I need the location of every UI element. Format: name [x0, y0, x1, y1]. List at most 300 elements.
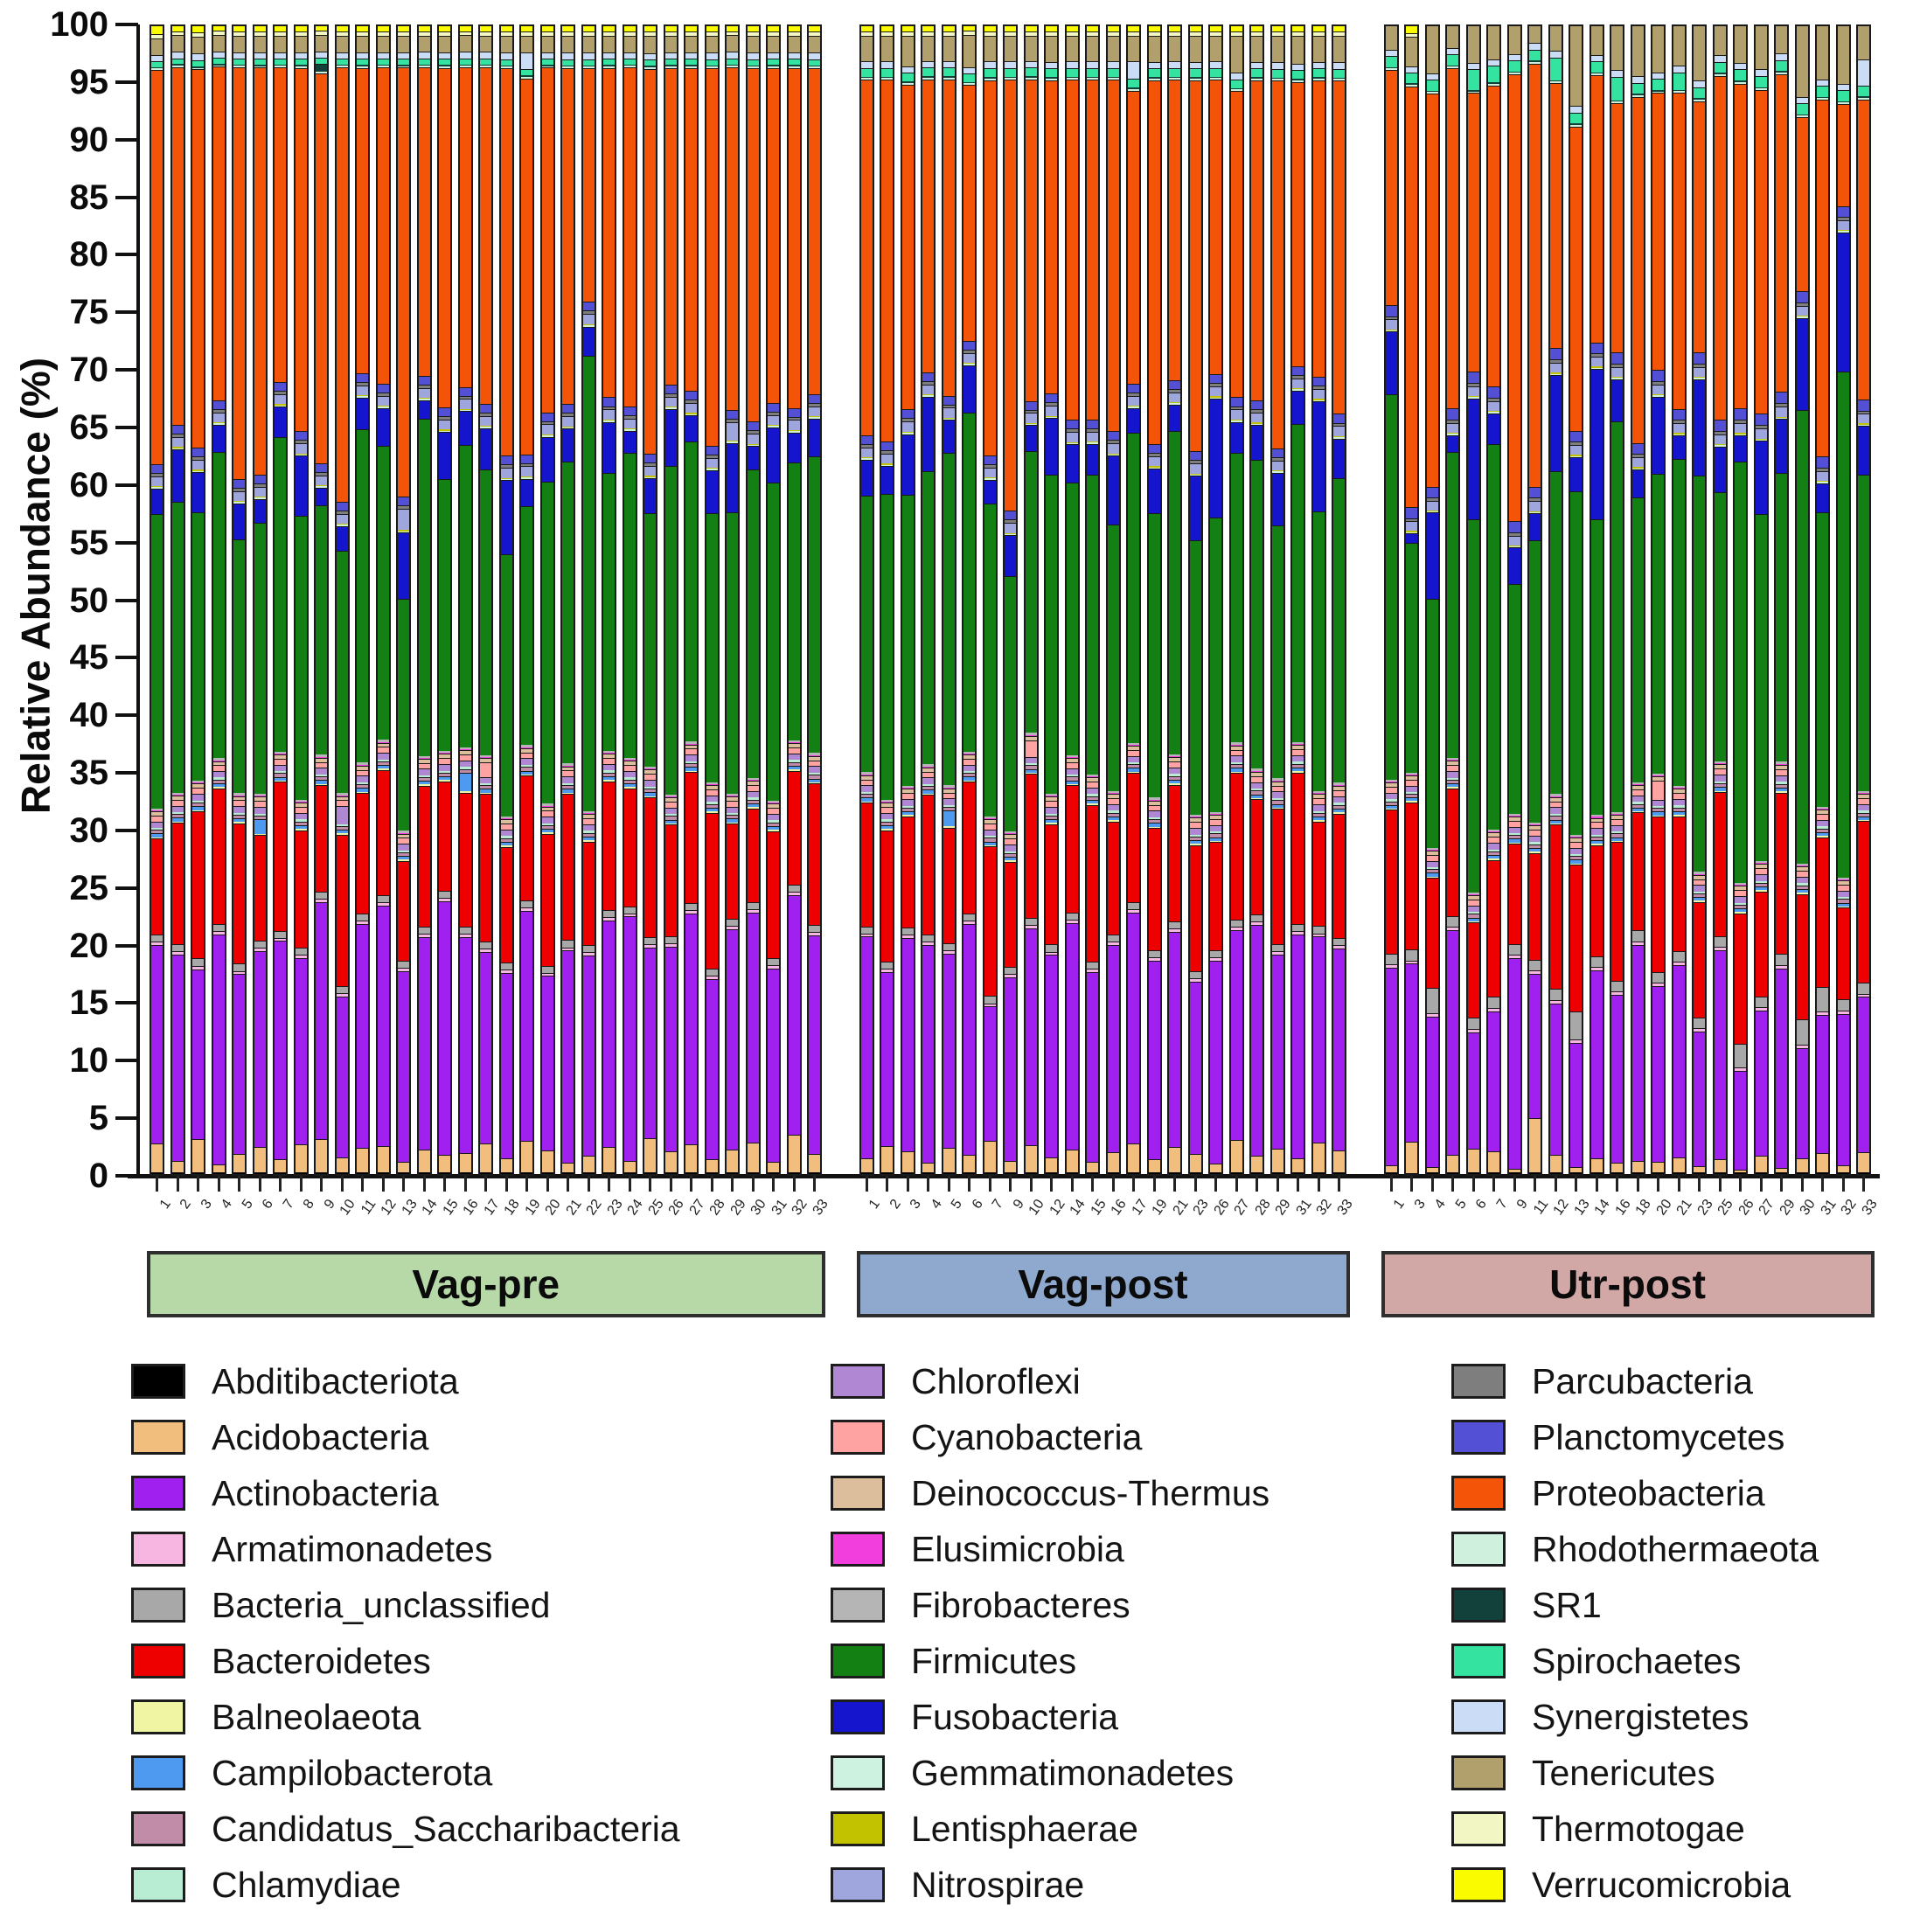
segment-Nitrospirae — [398, 509, 409, 530]
segment-Bacteria_unclassified — [1087, 962, 1098, 969]
y-tick-mark — [115, 829, 138, 832]
segment-Nitrospirae — [1087, 432, 1098, 441]
x-tick-mark — [1410, 1176, 1413, 1192]
segment-Actinobacteria — [1005, 977, 1016, 1160]
segment-Verrucomicrobia — [1231, 24, 1242, 31]
segment-Synergistetes — [624, 52, 636, 59]
segment-Spirochaetes — [768, 59, 779, 65]
segment-Nitrospirae — [902, 421, 914, 431]
y-tick-mark — [115, 1059, 138, 1062]
segment-Firmicutes — [1333, 478, 1345, 782]
legend-item-Bacteria_unclassified — [131, 1585, 831, 1626]
segment-Acidobacteria — [624, 1161, 636, 1173]
x-tick-label: 5 — [239, 1197, 256, 1213]
x-label-cell — [1812, 1193, 1840, 1244]
segment-Fusobacteria — [1694, 379, 1705, 476]
segment-Tenericutes — [1005, 36, 1016, 61]
x-tick-label: 21 — [1673, 1197, 1695, 1219]
segment-Bacteria_unclassified — [768, 958, 779, 965]
x-tick-label: 31 — [769, 1197, 790, 1219]
segment-Abditibacteriota — [192, 1172, 204, 1174]
segment-Bacteria_unclassified — [233, 963, 245, 970]
segment-Synergistetes — [685, 52, 697, 59]
segment-Acidobacteria — [1529, 1118, 1541, 1173]
x-label-cell — [857, 1193, 883, 1244]
segment-Chloroflexi — [644, 780, 656, 787]
segment-Planctomycetes — [1756, 414, 1767, 425]
segment-Synergistetes — [275, 52, 286, 59]
segment-Firmicutes — [1108, 525, 1119, 791]
segment-Actinobacteria — [644, 948, 656, 1139]
bar-cell — [661, 24, 682, 1176]
x-label-cell — [1423, 1193, 1449, 1244]
segment-Actinobacteria — [521, 911, 532, 1141]
segment-Cyanobacteria — [480, 762, 491, 776]
segment-Nitrospirae — [789, 420, 800, 429]
segment-Proteobacteria — [460, 67, 471, 387]
x-tick — [311, 1176, 332, 1193]
segment-Spirochaetes — [1611, 77, 1623, 101]
segment-Actinobacteria — [1468, 1032, 1479, 1149]
segment-Chloroflexi — [1509, 827, 1520, 833]
segment-Chloroflexi — [1488, 843, 1499, 849]
segment-Nitrospirae — [1292, 379, 1304, 388]
segment-Planctomycetes — [706, 446, 718, 455]
segment-Firmicutes — [480, 469, 491, 755]
legend-swatch-Parcubacteria — [1451, 1364, 1506, 1399]
segment-Synergistetes — [192, 53, 204, 60]
x-tick-mark — [907, 1176, 909, 1192]
segment-Abditibacteriota — [1067, 1172, 1078, 1174]
segment-Synergistetes — [963, 67, 975, 73]
y-tick-mark — [115, 483, 138, 487]
x-tick-label: 29 — [727, 1197, 749, 1219]
segment-Spirochaetes — [1488, 66, 1499, 82]
segment-Proteobacteria — [296, 68, 307, 432]
segment-Planctomycetes — [1231, 397, 1242, 406]
segment-Verrucomicrobia — [1406, 24, 1417, 33]
segment-Tenericutes — [1797, 24, 1808, 97]
legend-item-Tenericutes — [1451, 1753, 1906, 1794]
segment-Planctomycetes — [789, 408, 800, 417]
segment-Cyanobacteria — [1386, 787, 1397, 793]
x-tick-mark — [546, 1176, 549, 1192]
x-tick-mark — [320, 1176, 323, 1192]
segment-Planctomycetes — [1087, 420, 1098, 428]
segment-Synergistetes — [213, 52, 225, 58]
segment-Bacteroidetes — [1817, 837, 1828, 988]
segment-Verrucomicrobia — [644, 24, 656, 31]
segment-Actinobacteria — [172, 955, 184, 1161]
segment-Planctomycetes — [213, 400, 225, 409]
segment-Firmicutes — [809, 456, 820, 754]
y-tick-label: 30 — [69, 810, 108, 850]
x-label-cell — [1607, 1193, 1634, 1244]
y-tick-label: 100 — [50, 5, 108, 44]
segment-Synergistetes — [562, 52, 574, 59]
bar-cell — [1000, 24, 1021, 1176]
segment-Campilobacterota — [254, 819, 266, 833]
segment-Firmicutes — [1447, 452, 1458, 758]
segment-Tenericutes — [1149, 36, 1160, 62]
x-tick-mark — [1091, 1176, 1094, 1192]
x-label-cell — [476, 1193, 503, 1244]
segment-Bacteroidetes — [1550, 824, 1562, 989]
legend-item-Gemmatimonadetes — [831, 1753, 1451, 1794]
segment-Bacteroidetes — [213, 789, 225, 925]
segment-Synergistetes — [233, 52, 245, 59]
segment-Bacteria_unclassified — [1190, 971, 1201, 978]
bar-cell — [1628, 24, 1649, 1176]
legend-label: Fibrobacteres — [911, 1584, 1130, 1625]
segment-Bacteria_unclassified — [902, 928, 914, 935]
segment-Actinobacteria — [1128, 913, 1139, 1144]
x-tick-mark — [156, 1176, 158, 1192]
segment-Fusobacteria — [460, 411, 471, 444]
segment-Cyanobacteria — [1550, 802, 1562, 808]
x-tick-mark — [1194, 1176, 1197, 1192]
segment-Firmicutes — [233, 539, 245, 793]
segment-Proteobacteria — [1251, 80, 1263, 400]
segment-Fusobacteria — [1611, 379, 1623, 422]
segment-Nitrospirae — [1673, 423, 1685, 433]
y-tick-label: 5 — [88, 1099, 108, 1138]
segment-Bacteria_unclassified — [542, 966, 553, 973]
segment-Actinobacteria — [727, 929, 738, 1150]
segment-Abditibacteriota — [685, 1172, 697, 1174]
segment-Chloroflexi — [685, 754, 697, 761]
bar-Vag-pre-6 — [253, 24, 268, 1176]
segment-Proteobacteria — [984, 80, 996, 455]
segment-Firmicutes — [521, 506, 532, 746]
segment-Synergistetes — [881, 61, 893, 67]
segment-Fusobacteria — [1005, 535, 1016, 575]
segment-Acidobacteria — [768, 1162, 779, 1173]
segment-Bacteria_unclassified — [1333, 938, 1345, 945]
bar-cell — [188, 24, 209, 1176]
segment-Bacteria_unclassified — [922, 935, 934, 942]
segment-Synergistetes — [902, 66, 914, 73]
bar-Utr-post-14 — [1589, 24, 1604, 1176]
x-tick-label: 9 — [321, 1197, 338, 1213]
segment-Actinobacteria — [213, 935, 225, 1164]
segment-Bacteroidetes — [1756, 892, 1767, 997]
x-tick-label: 26 — [1736, 1197, 1757, 1219]
segment-Actinobacteria — [809, 935, 820, 1154]
x-label-cell — [1525, 1193, 1552, 1244]
group-Vag-pre — [147, 24, 831, 1317]
segment-Spirochaetes — [665, 59, 677, 65]
segment-Acidobacteria — [1797, 1158, 1808, 1172]
segment-Bacteroidetes — [398, 861, 409, 961]
segment-Nitrospirae — [727, 422, 738, 441]
x-tick-label: 25 — [1715, 1197, 1736, 1219]
segment-Bacteria_unclassified — [480, 942, 491, 949]
segment-Synergistetes — [1251, 62, 1263, 69]
bar-Vag-post-32 — [1311, 24, 1326, 1176]
segment-Nitrospirae — [1838, 220, 1849, 230]
x-label-cell — [209, 1193, 235, 1244]
legend-item-Balneolaeota — [131, 1697, 831, 1738]
segment-Synergistetes — [768, 52, 779, 59]
segment-Spirochaetes — [1591, 61, 1603, 73]
segment-Firmicutes — [1251, 460, 1263, 768]
segment-Planctomycetes — [1251, 400, 1263, 409]
x-tick-label: 4 — [928, 1197, 945, 1213]
group-label-Vag-post: Vag-post — [857, 1251, 1350, 1317]
segment-Bacteria_unclassified — [1272, 944, 1283, 951]
bar-Vag-post-10 — [1024, 24, 1039, 1176]
segment-Actinobacteria — [378, 906, 389, 1146]
segment-Actinobacteria — [1735, 1071, 1746, 1170]
segment-Bacteria_unclassified — [861, 927, 873, 934]
x-tick-mark — [382, 1176, 385, 1192]
segment-Abditibacteriota — [1591, 1172, 1603, 1174]
segment-Abditibacteriota — [254, 1172, 266, 1174]
segment-Abditibacteriota — [378, 1172, 389, 1174]
segment-Tenericutes — [1251, 36, 1263, 62]
segment-Nitrospirae — [1776, 407, 1787, 417]
legend-label: Bacteroidetes — [212, 1640, 431, 1681]
segment-Spirochaetes — [943, 67, 955, 76]
x-tick — [291, 1176, 312, 1193]
segment-Bacteria_unclassified — [398, 961, 409, 968]
segment-Firmicutes — [1046, 475, 1057, 794]
legend-label: Cyanobacteria — [911, 1416, 1143, 1457]
y-tick-label: 75 — [69, 293, 108, 332]
segment-Bacteroidetes — [706, 813, 718, 969]
segment-Planctomycetes — [357, 373, 368, 382]
x-label-cell — [1833, 1193, 1860, 1244]
segment-Nitrospirae — [1067, 432, 1078, 441]
bar-Vag-pre-26 — [664, 24, 678, 1176]
bar-cell — [1505, 24, 1526, 1176]
segment-Firmicutes — [1591, 519, 1603, 815]
segment-Acidobacteria — [1817, 1153, 1828, 1173]
segment-Tenericutes — [1386, 24, 1397, 50]
segment-Fusobacteria — [1817, 483, 1828, 512]
segment-Cyanobacteria — [1529, 830, 1541, 836]
segment-Actinobacteria — [419, 937, 430, 1150]
segment-Fusobacteria — [1838, 233, 1849, 372]
x-tick-label: 16 — [1612, 1197, 1634, 1219]
segment-Planctomycetes — [1817, 456, 1828, 468]
x-tick-label: 9 — [1513, 1197, 1531, 1213]
segment-Synergistetes — [501, 52, 512, 59]
y-tick-mark — [115, 541, 138, 545]
segment-Bacteria_unclassified — [809, 925, 820, 932]
x-tick-label: 33 — [1334, 1197, 1356, 1219]
segment-Cyanobacteria — [1756, 868, 1767, 874]
segment-Bacteroidetes — [1386, 810, 1397, 953]
segment-Bacteria_unclassified — [1169, 921, 1180, 928]
segment-Verrucomicrobia — [357, 24, 368, 31]
legend-item-Lentisphaerae — [831, 1809, 1451, 1850]
segment-Acidobacteria — [1005, 1161, 1016, 1173]
segment-Planctomycetes — [1406, 507, 1417, 518]
x-tick-mark — [1719, 1176, 1722, 1192]
x-tick — [1381, 1176, 1402, 1193]
segment-Verrucomicrobia — [1210, 24, 1221, 31]
segment-Acidobacteria — [922, 1163, 934, 1172]
segment-Planctomycetes — [1550, 348, 1562, 359]
x-tick-mark — [177, 1176, 179, 1192]
segment-Chloroflexi — [1190, 828, 1201, 835]
segment-Actinobacteria — [963, 924, 975, 1156]
segment-Abditibacteriota — [1108, 1172, 1119, 1174]
segment-Acidobacteria — [1169, 1147, 1180, 1172]
bar-cell — [599, 24, 620, 1176]
segment-Acidobacteria — [1149, 1159, 1160, 1172]
segment-Firmicutes — [1272, 525, 1283, 778]
segment-Firmicutes — [624, 453, 636, 758]
segment-Abditibacteriota — [1550, 1172, 1562, 1174]
segment-Abditibacteriota — [562, 1172, 574, 1174]
segment-Cyanobacteria — [1468, 900, 1479, 906]
x-label-cell — [1648, 1193, 1675, 1244]
x-tick-label: 23 — [1694, 1197, 1716, 1219]
segment-Acidobacteria — [1292, 1158, 1304, 1173]
segment-Synergistetes — [644, 53, 656, 60]
segment-Cyanobacteria — [1694, 879, 1705, 886]
segment-Chloroflexi — [1715, 775, 1726, 782]
bar-Vag-pre-27 — [684, 24, 699, 1176]
legend-label: SR1 — [1532, 1584, 1602, 1625]
segment-Nitrospirae — [357, 386, 368, 395]
bar-groups — [147, 24, 1881, 1317]
x-tick — [1144, 1176, 1165, 1193]
bar-Vag-post-26 — [1208, 24, 1223, 1176]
segment-Bacteroidetes — [665, 824, 677, 935]
segment-Planctomycetes — [922, 372, 934, 381]
bar-Utr-post-29 — [1774, 24, 1789, 1176]
bar-cell — [1710, 24, 1731, 1176]
segment-Acidobacteria — [809, 1154, 820, 1173]
x-tick — [147, 1176, 168, 1193]
segment-Bacteroidetes — [1005, 862, 1016, 967]
x-tick — [1309, 1176, 1330, 1193]
x-tick-label: 7 — [280, 1197, 297, 1213]
segment-Tenericutes — [1611, 24, 1623, 70]
segment-Spirochaetes — [1251, 68, 1263, 77]
segment-Bacteroidetes — [192, 811, 204, 958]
segment-Cyanobacteria — [748, 785, 759, 791]
segment-Spirochaetes — [583, 59, 595, 66]
x-tick — [702, 1176, 723, 1193]
segment-Synergistetes — [1406, 66, 1417, 73]
segment-Spirochaetes — [1427, 80, 1438, 90]
segment-Fusobacteria — [861, 460, 873, 496]
segment-Proteobacteria — [1005, 80, 1016, 511]
segment-Nitrospirae — [624, 419, 636, 428]
x-label-cell — [250, 1193, 276, 1244]
segment-Chloroflexi — [881, 813, 893, 819]
segment-Actinobacteria — [1529, 974, 1541, 1118]
bar-cell — [620, 24, 641, 1176]
segment-Synergistetes — [984, 61, 996, 67]
segment-Chloroflexi — [1169, 768, 1180, 774]
legend-swatch-Spirochaetes — [1451, 1644, 1506, 1678]
bar-Vag-post-28 — [1249, 24, 1264, 1176]
bar-cell — [1062, 24, 1083, 1176]
x-label-cell — [291, 1193, 317, 1244]
segment-Verrucomicrobia — [296, 24, 307, 31]
segment-Fusobacteria — [1652, 397, 1664, 475]
segment-Verrucomicrobia — [1149, 24, 1160, 31]
segment-Tenericutes — [275, 36, 286, 52]
segment-Abditibacteriota — [1251, 1172, 1263, 1174]
segment-Planctomycetes — [1005, 511, 1016, 519]
segment-Bacteria_unclassified — [357, 914, 368, 921]
segment-Fusobacteria — [419, 400, 430, 419]
segment-Nitrospirae — [1169, 393, 1180, 402]
x-tick-label: 16 — [460, 1197, 482, 1219]
bar-Vag-pre-20 — [540, 24, 555, 1176]
segment-Chloroflexi — [603, 764, 615, 770]
legend-swatch-Rhodothermaeota — [1451, 1532, 1506, 1567]
x-label-cell — [1464, 1193, 1490, 1244]
segment-Firmicutes — [1858, 475, 1869, 791]
bar-cell — [877, 24, 898, 1176]
bar-cell — [1041, 24, 1062, 1176]
segment-Fusobacteria — [296, 455, 307, 515]
segment-Actinobacteria — [861, 936, 873, 1158]
x-label-cell — [579, 1193, 605, 1244]
group-Utr-post — [1381, 24, 1881, 1317]
segment-Synergistetes — [1591, 55, 1603, 61]
bar-Vag-post-7 — [983, 24, 998, 1176]
x-tick — [168, 1176, 189, 1193]
segment-Planctomycetes — [1046, 393, 1057, 402]
segment-Bacteria_unclassified — [1694, 1018, 1705, 1028]
segment-Cyanobacteria — [501, 824, 512, 830]
segment-Bacteria_unclassified — [1858, 983, 1869, 993]
segment-Acidobacteria — [1632, 1161, 1644, 1173]
x-tick-mark — [443, 1176, 446, 1192]
segment-Bacteroidetes — [1776, 793, 1787, 954]
segment-Verrucomicrobia — [151, 24, 163, 34]
segment-Nitrospirae — [1858, 414, 1869, 423]
segment-Chloroflexi — [1468, 906, 1479, 912]
segment-Tenericutes — [1776, 24, 1787, 53]
segment-Chloroflexi — [439, 764, 450, 770]
segment-Firmicutes — [1169, 431, 1180, 754]
segment-Synergistetes — [922, 61, 934, 67]
y-tick-label: 95 — [69, 62, 108, 101]
segment-Cyanobacteria — [685, 748, 697, 754]
segment-Fusobacteria — [316, 488, 327, 505]
segment-Acidobacteria — [501, 1158, 512, 1173]
segment-Bacteroidetes — [1046, 824, 1057, 944]
segment-Actinobacteria — [665, 947, 677, 1152]
segment-Chloroflexi — [1652, 800, 1664, 806]
bar-cell — [435, 24, 456, 1176]
segment-Abditibacteriota — [963, 1172, 975, 1174]
segment-Proteobacteria — [1190, 80, 1201, 451]
segment-Acidobacteria — [460, 1153, 471, 1173]
segment-Bacteroidetes — [1272, 809, 1283, 943]
segment-Verrucomicrobia — [378, 24, 389, 31]
segment-Actinobacteria — [398, 971, 409, 1162]
bar-cell — [804, 24, 825, 1176]
segment-Nitrospirae — [275, 394, 286, 404]
segment-Cyanobacteria — [460, 754, 471, 761]
x-tick-mark — [1050, 1176, 1053, 1192]
bar-Vag-pre-3 — [191, 24, 205, 1176]
x-tick — [209, 1176, 230, 1193]
segment-Synergistetes — [861, 61, 873, 67]
segment-Spirochaetes — [902, 73, 914, 81]
